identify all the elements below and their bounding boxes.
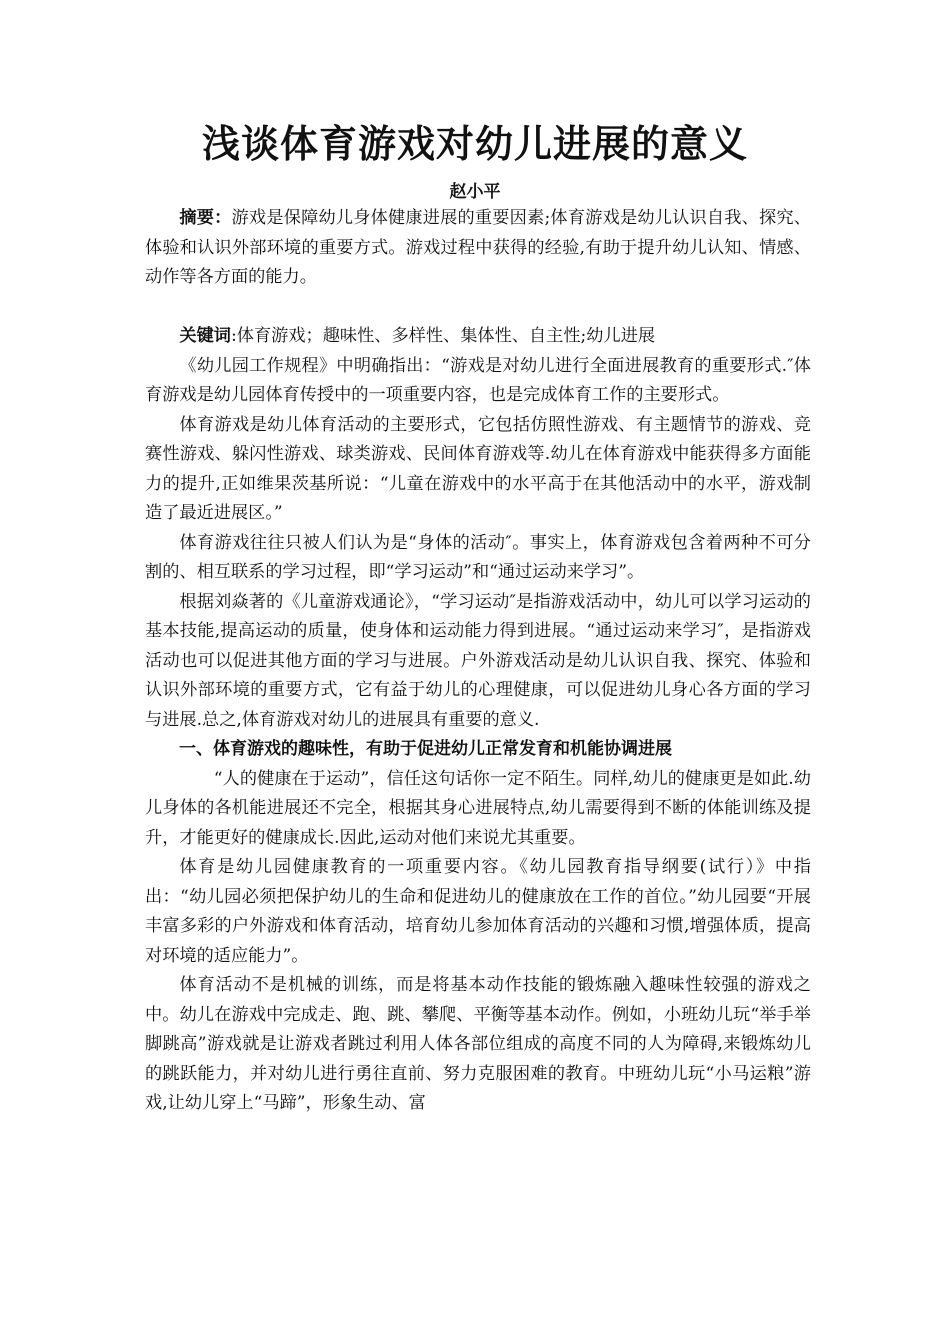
abstract-text: 游戏是保障幼儿身体健康进展的重要因素;体育游戏是幼儿认识自我、探究、体验和认识外部环境的重要方式。游戏过程中获得的经验,有助于提升幼儿认知、情感、动作等各方面的能力。 [145, 208, 811, 287]
document-title: 浅谈体育游戏对幼儿进展的意义 [201, 122, 748, 166]
blank-line [145, 293, 811, 323]
author-name: 赵小平 [449, 182, 501, 202]
keywords-paragraph [145, 322, 811, 352]
body-paragraph: 根据刘焱著的《儿童游戏通论》，“学习运动″是指游戏活动中，幼儿可以学习运动的基本技能,提高运动的质量，使身体和运动能力得到进展。“通过运动来学习″，是指游戏活动也可以促进其他方面的学习与进展。户外游戏活动是幼儿认识自我、探究、体验和认识外部环境的重要方式，它有益于幼儿的心理健康，可以促进幼儿身心各方面的学习与进展.总之,体育游戏对幼儿的进展具有重要的意义. [145, 591, 811, 730]
keywords-text: :体育游戏；趣味性、多样性、集体性、自主性;幼儿进展 [230, 326, 656, 346]
section-paragraph: 体育活动不是机械的训练，而是将基本动作技能的锻炼融入趣味性较强的游戏之中。幼儿在游戏中完成走、跑、跳、攀爬、平衡等基本动作。例如，小班幼儿玩“举手举脚跳高”游戏就是让游戏者跳过利用人体各部位组成的高度不同的人为障碍,来锻炼幼儿的跳跃能力，并对幼儿进行勇往直前、努力克服困难的教育。中班幼儿玩“小马运粮”游戏,让幼儿穿上“马蹄”，形象生动、富 [145, 975, 811, 1113]
keywords-label: 关键词 [179, 326, 231, 346]
section-heading: 一、体育游戏的趣味性，有助于促进幼儿正常发育和机能协调进展 [179, 739, 672, 759]
body-paragraph: 《幼儿园工作规程》中明确指出：“游戏是对幼儿进行全面进展教育的重要形式.″体育游戏是幼儿园体育传授中的一项重要内容，也是完成体育工作的主要形式。 [145, 355, 811, 405]
document-body [145, 204, 811, 1119]
section-paragraph: 体育是幼儿园健康教育的一项重要内容。《幼儿园教育指导纲要(试行）》中指出：“幼儿园必须把保护幼儿的生命和促进幼儿的健康放在工作的首位。”幼儿园要“开展丰富多彩的户外游戏和体育活动，培育幼儿参加体育活动的兴趣和习惯,增强体质，提高对环境的适应能力”。 [145, 857, 811, 966]
abstract-label: 摘要： [179, 208, 232, 228]
section-paragraph: “人的健康在于运动”，信任这句话你一定不陌生。同样,幼儿的健康更是如此.幼儿身体的各机能进展还不完全，根据其身心进展特点,幼儿需要得到不断的体能训练及提升，才能更好的健康成长.因此,运动对他们来说尤其重要。 [145, 768, 811, 848]
body-paragraph: 体育游戏往往只被人们认为是“身体的活动″。事实上，体育游戏包含着两种不可分割的、相互联系的学习过程，即“学习运动”和“通过运动来学习”。 [145, 532, 811, 582]
abstract-paragraph [145, 204, 811, 293]
body-paragraph: 体育游戏是幼儿体育活动的主要形式，它包括仿照性游戏、有主题情节的游戏、竞赛性游戏、躲闪性游戏、球类游戏、民间体育游戏等.幼儿在体育游戏中能获得多方面能力的提升,正如维果茨基所说：“儿童在游戏中的水平高于在其他活动中的水平，游戏制造了最近进展区。” [145, 414, 811, 523]
